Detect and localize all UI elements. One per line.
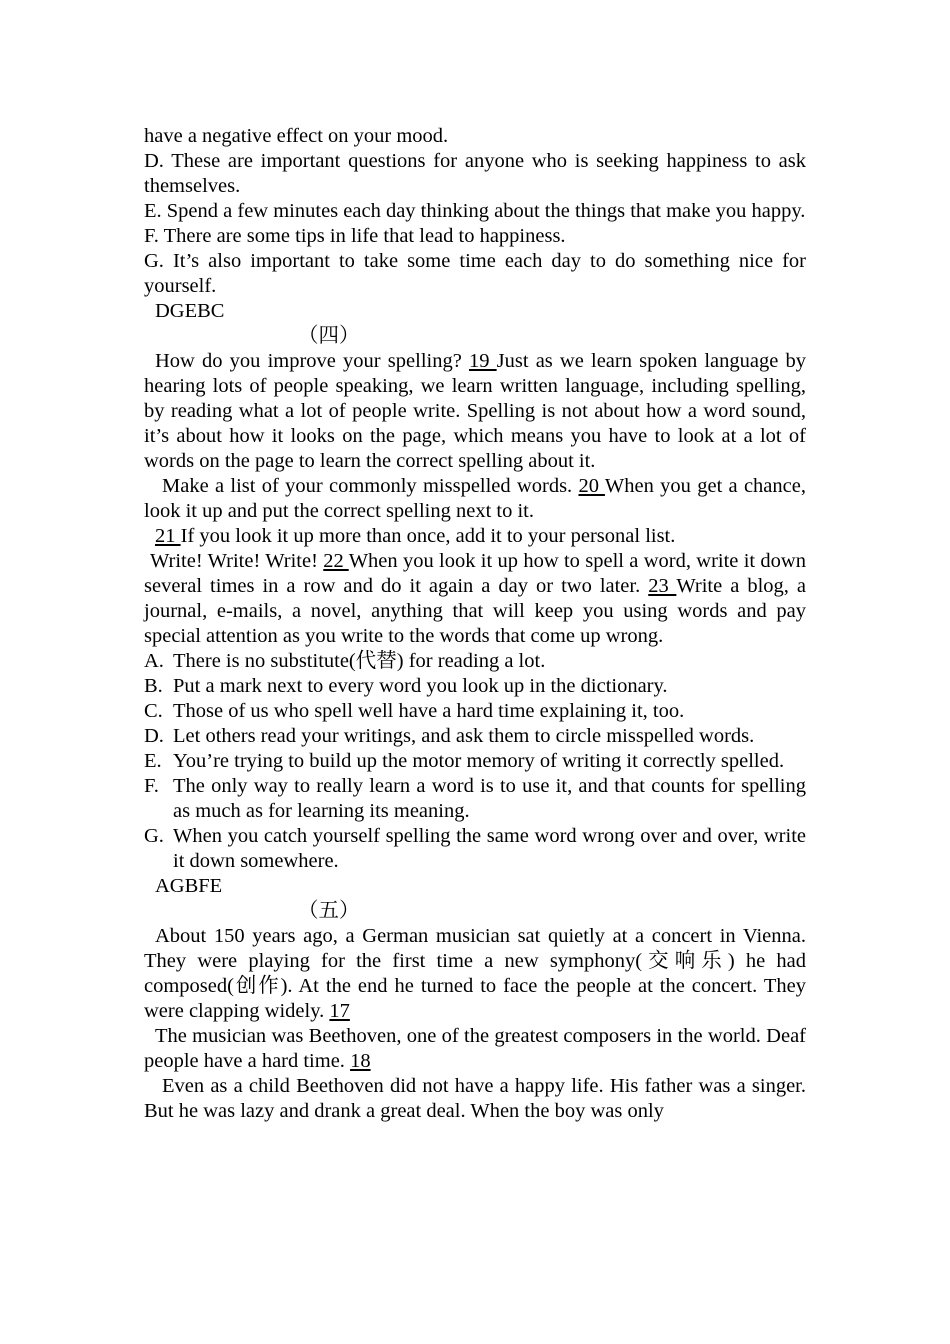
paragraph: Even as a child Beethoven did not have a happy life. His father was a singer. But he was lazy and drank a great deal. When the boy was only — [144, 1075, 806, 1122]
options-list-4 — [144, 649, 806, 874]
blank-20: 20 — [578, 475, 605, 497]
option-g: G. It’s also important to take some time each day to do something nice for yourself. — [144, 250, 807, 297]
option-d: D. These are important questions for anyone who is seeking happiness to ask themselves. — [144, 150, 806, 197]
options-list-3 — [144, 149, 806, 299]
answer-key: AGBFE — [155, 875, 223, 897]
blank-17: 17 — [329, 1000, 350, 1022]
option-e: E. Spend a few minutes each day thinking about the things that make you happy. — [144, 200, 806, 222]
intro-tail: have a negative effect on your mood. — [144, 125, 449, 147]
blank-19: 19 — [468, 350, 497, 372]
option-f: F. There are some tips in life that lead to happiness. — [144, 225, 566, 247]
option-d: D. Let others read your writings, and ask them to circle misspelled words. — [144, 725, 755, 747]
document-page — [144, 124, 806, 1124]
option-a: A. There is no substitute(代替) for reading a lot. — [144, 650, 546, 672]
blank-23: 23 — [648, 575, 677, 597]
section-title: （四） — [298, 325, 360, 347]
paragraph: 21 If you look it up more than once, add it to your personal list. — [155, 525, 676, 547]
blank-22: 22 — [323, 550, 349, 572]
answer-key: DGEBC — [155, 300, 225, 322]
blank-18: 18 — [350, 1050, 371, 1072]
option-b: B. Put a mark next to every word you look up in the dictionary. — [144, 675, 668, 697]
option-f: F. The only way to really learn a word is to use it, and that counts for spelling as much as for learning its meaning. — [144, 775, 806, 822]
paragraph: How do you improve your spelling? 19 Just as we learn spoken language by hearing lots of people speaking, we learn written language, including spelling, by reading what a lot of people write. Spelling is not about how a word sound, it’s about how it looks on the page, which means you have to look at a lot of words on the page to learn the correct spelling about it. — [144, 350, 807, 472]
blank-21: 21 — [155, 525, 181, 547]
paragraph: Make a list of your commonly misspelled words. 20 When you get a chance, look it up and put the correct spelling next to it. — [144, 475, 806, 522]
paragraph: Write! Write! Write! 22 When you look it up how to spell a word, write it down several times in a row and do it again a day or two later. 23 Write a blog, a journal, e-mails, a novel, anything that will keep you using words and pay special attention as you write to the words that come up wrong. — [144, 550, 806, 647]
section-title: （五） — [298, 900, 360, 922]
option-e: E. You’re trying to build up the motor memory of writing it correctly spelled. — [144, 750, 785, 772]
paragraph: About 150 years ago, a German musician sat quietly at a concert in Vienna. They were playing for the first time a new symphony(交响乐) he had composed(创作). At the end he turned to face the people at the concert. They were clapping widely. 17 — [144, 925, 806, 1022]
option-g: G. When you catch yourself spelling the same word wrong over and over, write it down somewhere. — [144, 825, 806, 872]
paragraph: The musician was Beethoven, one of the greatest composers in the world. Deaf people have a hard time. 18 — [144, 1025, 806, 1072]
option-c: C. Those of us who spell well have a hard time explaining it, too. — [144, 700, 685, 722]
